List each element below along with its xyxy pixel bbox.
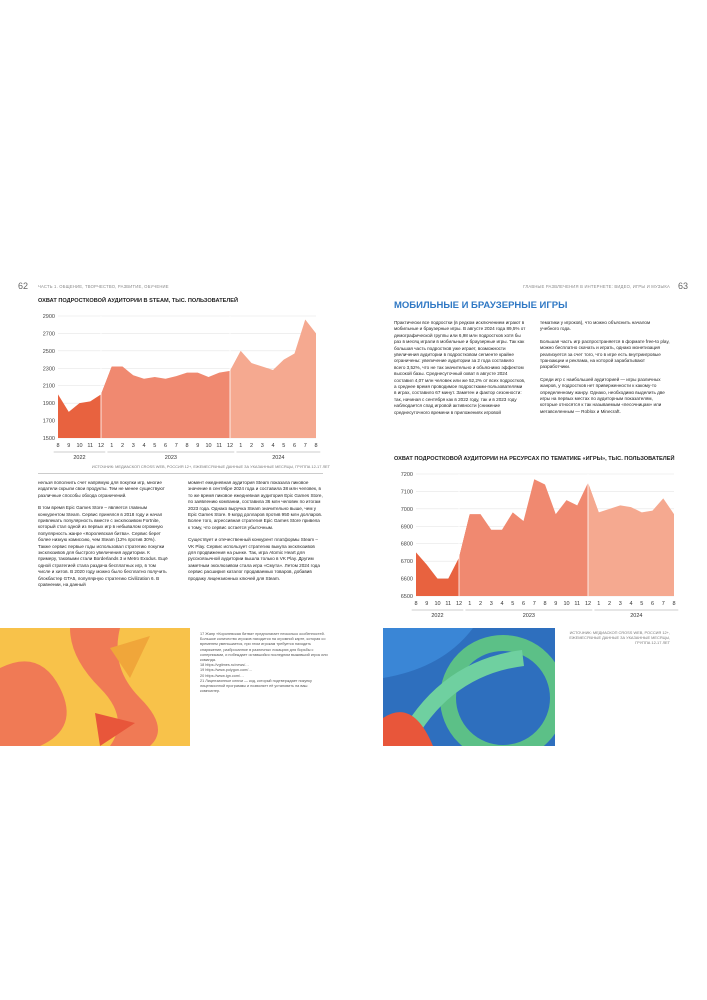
games-chart bbox=[392, 468, 682, 628]
data-point bbox=[219, 372, 220, 373]
y-tick-label: 6700 bbox=[400, 559, 413, 566]
data-point bbox=[111, 366, 112, 367]
y-tick-label: 1500 bbox=[42, 436, 55, 442]
y-tick-label: 2300 bbox=[42, 366, 55, 373]
data-point bbox=[555, 513, 556, 514]
x-tick-label: 2 bbox=[120, 443, 125, 449]
paragraph: Большая часть игр распространяется в формате free-to play, можно бесплатно скачать и играть, однако монетизация реализуется за счет того, что в игре есть внутриигровые транзакции и реклама, на которой зарабатывают разработчики. bbox=[540, 338, 670, 370]
data-point bbox=[673, 513, 674, 514]
data-point bbox=[197, 372, 198, 373]
data-point bbox=[305, 319, 306, 320]
x-tick-label: 9 bbox=[554, 601, 558, 607]
decorative-art-left bbox=[0, 628, 190, 746]
x-tick-label: 1 bbox=[239, 443, 243, 449]
x-tick-label: 7 bbox=[532, 601, 536, 607]
x-tick-label: 3 bbox=[618, 601, 622, 607]
x-tick-label: 8 bbox=[672, 601, 676, 607]
data-point bbox=[609, 508, 610, 509]
running-head-left: ЧАСТЬ 1. ОБЩЕНИЕ, ТВОРЧЕСТВО, РАЗВИТИЕ, ОБУЧЕНИЕ bbox=[38, 284, 169, 289]
data-point bbox=[176, 376, 177, 377]
x-tick-label: 3 bbox=[489, 601, 493, 607]
data-point bbox=[240, 350, 241, 351]
paragraph: Практически все подростки (в редком исключением играют в мобильные и браузерные игры. В августе 2024 года 89,5% от демографической группы или 6,98 млн подростков хотя бы раз в месяц играли в мобильные и браузерные игры. Так как большая часть подростков уже играет, возможности увеличения аудитории в подростковом сегменте крайне ограничены: увеличение аудитории за 2 года составило всего 3,52%, что не так значительно и объяснимо эффектом высокой базы. Среднесуточный охват в августе 2024 составил 4,07 млн человек или же 52,2% от всех подростков, а среднее время проводимое подростками-пользователями в играх, составило 67 минут. Заметен и фактор сезонности: так, начиная с сентября как в 2022 году, так и в 2023 году наблюдается спад игровой активности (снижение среднесуточного времени в приложениях игровой bbox=[394, 320, 526, 415]
x-tick-label: 9 bbox=[67, 443, 71, 449]
data-point bbox=[458, 557, 459, 558]
x-tick-label: 4 bbox=[271, 443, 275, 449]
data-point bbox=[79, 403, 80, 404]
data-point bbox=[501, 529, 502, 530]
y-tick-label: 6800 bbox=[400, 541, 413, 548]
y-tick-label: 1900 bbox=[42, 401, 55, 408]
data-point bbox=[100, 394, 101, 395]
data-point bbox=[68, 411, 69, 412]
x-tick-label: 12 bbox=[584, 601, 592, 607]
y-tick-label: 7000 bbox=[400, 506, 413, 513]
data-point bbox=[437, 578, 438, 579]
x-tick-label: 12 bbox=[226, 443, 234, 449]
area-2024 bbox=[588, 483, 674, 596]
paragraph: момент ежедневная аудитория Steam показала пиковое значение в сентябре 2024 года и составила 38 млн человек, в то же время пиковое ежедневная аудитория Epic Games Store, по заявлению компании, составила 36 млн человек по итогам 2023 года. Однако выручка Steam значительно выше, чем у Epic Games Store. 9 млрд долларов против 950 млн долларов. Более того, агрессивная стратегия Epic Games Store привела к тому, что сервис остается убыточным. bbox=[188, 480, 323, 530]
x-tick-label: 5 bbox=[511, 601, 515, 607]
x-tick-label: 8 bbox=[56, 443, 60, 449]
x-tick-label: 6 bbox=[292, 443, 297, 449]
x-tick-label: 10 bbox=[76, 443, 83, 449]
page-number-left: 62 bbox=[18, 281, 29, 291]
footnote: 20 https://www.ign.com/… bbox=[200, 673, 244, 678]
data-point bbox=[641, 512, 642, 513]
data-point bbox=[512, 512, 513, 513]
footnote: 17 Жанр «Королевская битва» предполагает несколько особенностей. Большое количество игроков находится на огромной карте, которая со временем уменьшается, при этом игрокам требуется находить снаряжение, разбросанное в различных локациях для борьбы с соперниками, и побеждает оставшийся последним выживший игрок или команда. bbox=[200, 632, 328, 663]
x-tick-label: 4 bbox=[500, 601, 504, 607]
paragraph: Существует и отечественный конкурент платформы Steam – VK Play. Сервис использует стратегию выкупа эксклюзивов для продвижения на рынке. Так, игра Atomic Heart для русскоязычной аудитории вышла только в VK Play. Другим заметным эксклюзивом стала игра «Смута». Летом 2024 года сервис расширил каталог продаваемых товаров, добавив продажу лицензионных ключей для Steam. bbox=[188, 537, 320, 581]
x-tick-label: 11 bbox=[574, 601, 581, 607]
y-tick-label: 6600 bbox=[400, 576, 413, 583]
x-tick-label: 12 bbox=[97, 443, 105, 449]
x-tick-label: 6 bbox=[521, 601, 526, 607]
x-tick-label: 12 bbox=[455, 601, 463, 607]
x-tick-label: 10 bbox=[563, 601, 570, 607]
data-point bbox=[630, 507, 631, 508]
x-tick-label: 6 bbox=[650, 601, 655, 607]
x-tick-label: 7 bbox=[174, 443, 178, 449]
paragraph: нельзя пополнить счет напрямую для покупки игр, многие издатели скрыли свои продукты. Тем не менее существуют различные способы обхода ограничений. bbox=[38, 480, 165, 498]
data-point bbox=[491, 529, 492, 530]
x-tick-label: 11 bbox=[445, 601, 452, 607]
data-point bbox=[426, 564, 427, 565]
y-tick-label: 1700 bbox=[42, 418, 55, 425]
x-tick-label: 10 bbox=[205, 443, 212, 449]
right-column-1 bbox=[394, 320, 526, 422]
footnote: 21 Лицензионные ключи — код, который подтверждает покупку лицензионной программы и позволяет её установить на ваш компьютер. bbox=[200, 678, 312, 694]
data-point bbox=[566, 500, 567, 501]
x-tick-label: 7 bbox=[661, 601, 665, 607]
data-point bbox=[577, 505, 578, 506]
page-number-right: 63 bbox=[678, 281, 689, 291]
x-tick-label: 3 bbox=[260, 443, 264, 449]
x-tick-label: 5 bbox=[640, 601, 644, 607]
footnote: 19 https://www.polygon.com/… bbox=[200, 668, 253, 673]
x-tick-label: 11 bbox=[87, 443, 94, 449]
x-tick-label: 11 bbox=[216, 443, 223, 449]
data-point bbox=[534, 479, 535, 480]
data-point bbox=[229, 370, 230, 371]
data-point bbox=[57, 394, 58, 395]
decorative-art-right bbox=[383, 628, 555, 746]
data-point bbox=[251, 362, 252, 363]
steam-chart-source: ИСТОЧНИК: МЕДИАСКОП CROSS WEB, РОССИЯ 12+, ЕЖЕМЕСЯЧНЫЕ ДАННЫЕ ЗА УКАЗАННЫЕ МЕСЯЦЫ, ГРУППА 12-17 ЛЕТ bbox=[91, 464, 330, 469]
x-tick-label: 5 bbox=[282, 443, 286, 449]
steam-chart bbox=[34, 310, 324, 470]
x-tick-label: 7 bbox=[303, 443, 307, 449]
x-tick-label: 1 bbox=[468, 601, 472, 607]
x-tick-label: 8 bbox=[314, 443, 318, 449]
y-tick-label: 6900 bbox=[400, 524, 413, 531]
year-label: 2022 bbox=[431, 613, 444, 619]
x-tick-label: 8 bbox=[185, 443, 189, 449]
data-point bbox=[262, 366, 263, 367]
data-point bbox=[544, 484, 545, 485]
x-tick-label: 6 bbox=[163, 443, 168, 449]
games-chart-source: ИСТОЧНИК: МЕДИАСКОП CROSS WEB, РОССИЯ 12+, ЕЖЕМЕСЯЧНЫЕ ДАННЫЕ ЗА УКАЗАННЫЕ МЕСЯЦЫ, ГРУППА 12-17 ЛЕТ bbox=[569, 630, 670, 645]
x-tick-label: 3 bbox=[131, 443, 135, 449]
year-label: 2023 bbox=[522, 613, 535, 619]
steam-chart-title: ОХВАТ ПОДРОСТКОВОЙ АУДИТОРИИ В STEAM, ТЫС. ПОЛЬЗОВАТЕЛЕЙ bbox=[38, 298, 239, 304]
right-column-2 bbox=[540, 320, 670, 421]
x-tick-label: 1 bbox=[110, 443, 114, 449]
paragraph: В том время Epic Games Store – является главным конкурентом Steam. Сервис принялся в 2018 году и начал привлекать популярность вместе с эксклюзивом Fortnite, который стал одной из первых игр в небывалом огромную популярность жанре «Королевская битва». Сервис берет более низкую комиссию, чем Steam (12% против 30%). Также сервис первые годы использовал стратегию покупки эксклюзивов для быстрого увеличения аудитории. К примеру, таковыми стали Borderlands 3 и Metro Exodus. Ещё одной стратегией стала раздача бесплатных игр, в том числе и хитов. В 2020 году можно было бесплатно получить блокбастер GTA5, популярную стратегию Civilization 6. В сравнении, на данный bbox=[38, 505, 168, 588]
data-point bbox=[415, 552, 416, 553]
x-tick-label: 2 bbox=[607, 601, 612, 607]
data-point bbox=[469, 513, 470, 514]
y-tick-label: 7100 bbox=[400, 489, 413, 496]
x-tick-label: 2 bbox=[478, 601, 483, 607]
x-tick-label: 5 bbox=[153, 443, 157, 449]
data-point bbox=[652, 510, 653, 511]
year-label: 2023 bbox=[164, 455, 177, 461]
games-chart-title: ОХВАТ ПОДРОСТКОВОЙ АУДИТОРИИ НА РЕСУРСАХ ПО ТЕМАТИКЕ «ИГРЫ», ТЫС. ПОЛЬЗОВАТЕЛЕЙ bbox=[394, 456, 675, 462]
running-head-right: ГЛАВНЫЕ РАЗВЛЕЧЕНИЯ В ИНТЕРНЕТЕ: ВИДЕО, ИГРЫ И МУЗЫКА bbox=[523, 284, 670, 289]
data-point bbox=[122, 366, 123, 367]
area-2023 bbox=[101, 351, 241, 438]
data-point bbox=[587, 482, 588, 483]
data-point bbox=[448, 578, 449, 579]
footnote: 18 https://vgtimes.ru/news/… bbox=[200, 663, 249, 668]
year-label: 2024 bbox=[272, 455, 285, 461]
x-tick-label: 2 bbox=[249, 443, 254, 449]
y-tick-label: 6500 bbox=[400, 594, 413, 600]
left-column-1 bbox=[38, 480, 168, 595]
data-point bbox=[283, 359, 284, 360]
x-tick-label: 8 bbox=[543, 601, 547, 607]
y-tick-label: 2100 bbox=[42, 383, 55, 390]
x-tick-label: 9 bbox=[196, 443, 200, 449]
data-point bbox=[165, 378, 166, 379]
data-point bbox=[133, 375, 134, 376]
data-point bbox=[480, 513, 481, 514]
footnotes bbox=[200, 632, 328, 694]
x-tick-label: 4 bbox=[629, 601, 633, 607]
divider bbox=[38, 473, 323, 474]
paragraph: тематики у игроков), что можно объяснить началом учебного года. bbox=[540, 320, 651, 332]
area-2023 bbox=[459, 479, 599, 596]
area-2024 bbox=[230, 319, 316, 438]
y-tick-label: 7200 bbox=[400, 472, 413, 478]
data-point bbox=[272, 369, 273, 370]
data-point bbox=[523, 520, 524, 521]
data-point bbox=[154, 376, 155, 377]
x-tick-label: 8 bbox=[414, 601, 418, 607]
data-point bbox=[620, 505, 621, 506]
left-column-2 bbox=[188, 480, 323, 588]
x-tick-label: 1 bbox=[597, 601, 601, 607]
y-tick-label: 2500 bbox=[42, 348, 55, 355]
year-label: 2022 bbox=[73, 455, 86, 461]
data-point bbox=[143, 378, 144, 379]
section-title: МОБИЛЬНЫЕ И БРАУЗЕРНЫЕ ИГРЫ bbox=[394, 300, 568, 311]
year-label: 2024 bbox=[630, 613, 643, 619]
data-point bbox=[315, 333, 316, 334]
data-point bbox=[598, 512, 599, 513]
data-point bbox=[186, 372, 187, 373]
data-point bbox=[294, 353, 295, 354]
x-tick-label: 10 bbox=[434, 601, 441, 607]
y-tick-label: 2900 bbox=[42, 314, 55, 320]
data-point bbox=[208, 376, 209, 377]
x-tick-label: 4 bbox=[142, 443, 146, 449]
paragraph: Среди игр с наибольшей аудиторией — игры различных жанров, у подростков нет приверженности к какому-то определенному жанру. Однако, необходимо выделить две игры на первых местах по аудиторным показателям, которые относятся к так называемым «песочницам» или метавселенным — Roblox и Minecraft. bbox=[540, 376, 665, 414]
data-point bbox=[663, 498, 664, 499]
x-tick-label: 9 bbox=[425, 601, 429, 607]
data-point bbox=[90, 401, 91, 402]
y-tick-label: 2700 bbox=[42, 331, 55, 338]
